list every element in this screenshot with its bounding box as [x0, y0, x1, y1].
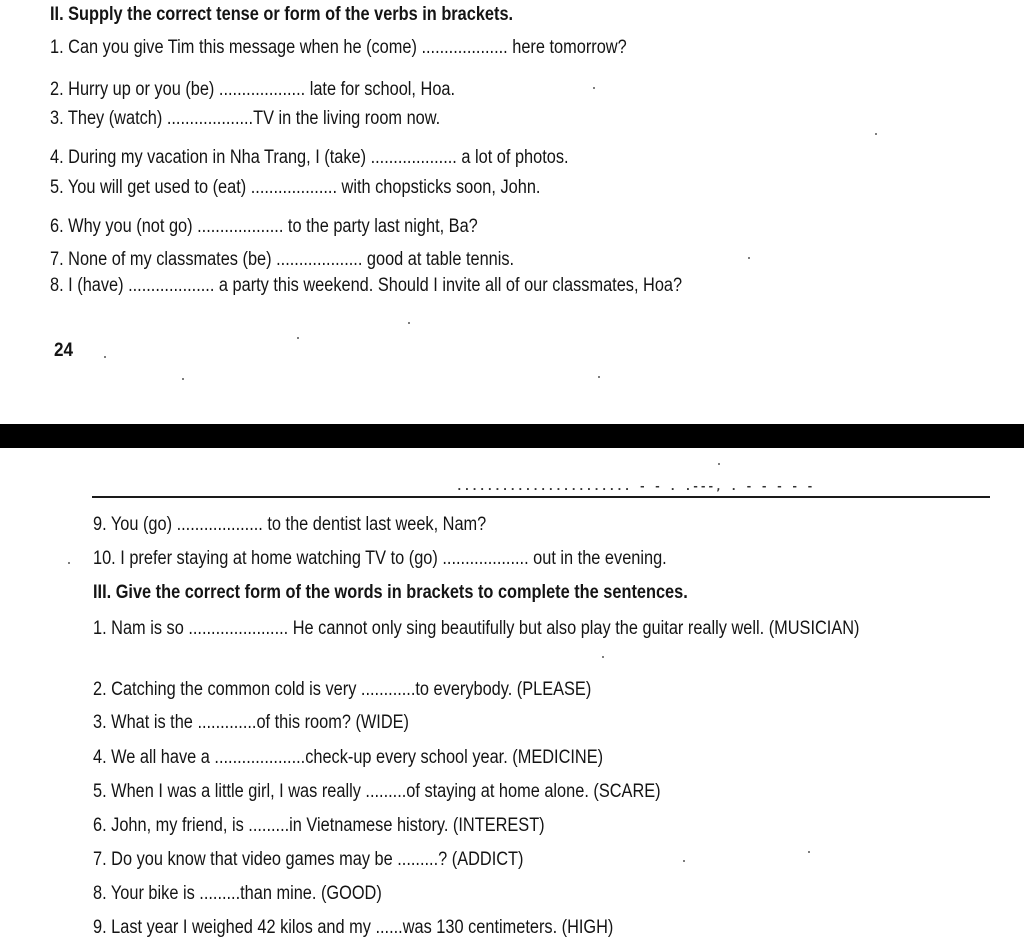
- scan-speck: [683, 860, 685, 862]
- exercise-item: 7. None of my classmates (be) ................... good at table tennis.: [50, 249, 515, 270]
- exercise-item: 1. Can you give Tim this message when he (come) ................... here tomorrow?: [50, 37, 627, 58]
- page-number: 24: [54, 340, 74, 361]
- scan-speck: [593, 87, 595, 89]
- exercise-item: 4. We all have a ....................check-up every school year. (MEDICINE): [93, 747, 604, 768]
- exercise-item: 9. You (go) ................... to the dentist last week, Nam?: [93, 514, 487, 535]
- exercise-item: 6. John, my friend, is .........in Vietnamese history. (INTEREST): [93, 815, 545, 836]
- torn-header-text: ....................... - - . .---, . - - - - -: [456, 480, 815, 493]
- header-rule: [92, 496, 990, 498]
- scan-speck: [104, 356, 106, 358]
- exercise-item: 4. During my vacation in Nha Trang, I (take) ................... a lot of photos.: [50, 147, 569, 168]
- exercise-item: 10. I prefer staying at home watching TV to (go) ................... out in the evening.: [93, 548, 667, 569]
- upper-page: [0, 0, 1024, 424]
- scan-speck: [408, 322, 410, 324]
- exercise-item: 9. Last year I weighed 42 kilos and my ......was 130 centimeters. (HIGH): [93, 917, 614, 938]
- scan-speck: [68, 562, 70, 564]
- scan-speck: [748, 257, 750, 259]
- section-heading-verbs: II. Supply the correct tense or form of the verbs in brackets.: [50, 4, 514, 25]
- exercise-item: 6. Why you (not go) ................... to the party last night, Ba?: [50, 216, 478, 237]
- scan-speck: [602, 656, 604, 658]
- scan-divider-band: [0, 424, 1024, 448]
- scan-speck: [808, 851, 810, 853]
- scan-speck: [718, 463, 720, 465]
- section-heading-word-forms: III. Give the correct form of the words in brackets to complete the sentences.: [93, 582, 688, 603]
- scan-speck: [182, 378, 184, 380]
- exercise-item: 3. They (watch) ...................TV in the living room now.: [50, 108, 441, 129]
- exercise-item: 5. When I was a little girl, I was really .........of staying at home alone. (SCARE): [93, 781, 661, 802]
- exercise-item: 8. I (have) ................... a party this weekend. Should I invite all of our classmates, Hoa?: [50, 275, 683, 296]
- scan-speck: [297, 337, 299, 339]
- scan-speck: [875, 133, 877, 135]
- exercise-item: 7. Do you know that video games may be .........? (ADDICT): [93, 849, 524, 870]
- scan-speck: [598, 376, 600, 378]
- exercise-item: 5. You will get used to (eat) ................... with chopsticks soon, John.: [50, 177, 541, 198]
- exercise-item: 2. Hurry up or you (be) ................... late for school, Hoa.: [50, 79, 456, 100]
- exercise-item: 2. Catching the common cold is very ............to everybody. (PLEASE): [93, 679, 592, 700]
- exercise-item: 1. Nam is so ...................... He cannot only sing beautifully but also play the guitar really well. (MUSICIAN): [93, 618, 860, 639]
- exercise-item: 8. Your bike is .........than mine. (GOOD): [93, 883, 382, 904]
- exercise-item: 3. What is the .............of this room? (WIDE): [93, 712, 409, 733]
